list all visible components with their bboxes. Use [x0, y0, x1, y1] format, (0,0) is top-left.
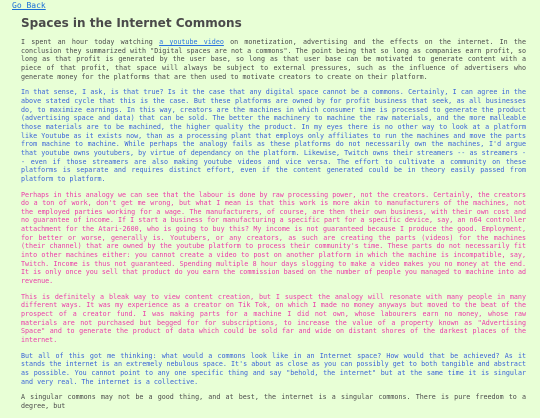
go-back-link[interactable]: Go Back [12, 1, 46, 10]
paragraph-1 [21, 38, 526, 81]
paragraph-6: A singular commons may not be a good thing, and at best, the internet is a singular commons. There is pure freedom to a degree, but [21, 393, 526, 410]
paragraph-1-rest: on monetization, advertising and the effects on the internet. In the conclusion they summarized with "Digital spaces are not a commons". The point being that so long as companies earn profit, so long as that profit is generated by the user base, so long as that user base can be motivated to generate content with a piece of that profit, that space will always be subject to external pressures, such as the influence of advertisers who generate money for the platforms that are then used to motivate creators to create on their platform. [21, 38, 526, 81]
paragraph-5: But all of this got me thinking: what would a commons look like in an Internet space? How would that be achieved? As it stands the internet is an extremely nebulous space. It's about as close as you can possibly get to both tangible and abstract as possible. You cannot point to any one specific thing and say "behold, the internet" but at the same time it is singular and very real. The internet is a collective. [21, 351, 526, 386]
paragraph-1-intro: I spent an hour today watching [21, 38, 160, 46]
paragraph-2: In that sense, I ask, is that true? Is it the case that any digital space cannot be a commons. Certainly, I can agree in the above stated cycle that this is the case. But these platforms are owned by for profit business that seek, as all businesses do, to maximize earnings. In this way, creators are the machines in which consumer time is processed to generate the product (advertising space and data) that can be sold. The better the machinery to machine the raw materials, and the more malleable those materials are to be machined, the higher quality the product. In my eyes there is no other way to look at a platform like Youtube as it exists now, than as a processing plant that employs only affiliates to run the machines and move the parts from machine to machine. While perhaps the analogy fails as these platforms do not necessarily own the machines, I'd argue that youtube owns youtubers, by virtue of dependancy on the platform. Likewise, Twitch owns their streamers -- as streamers -- even if those streamers are also making youtube videos and vice versa. The effort to cultivate a community on these platforms is separate and requires distinct effort, even if the content generated could be in theory easily passed from platform to platform. [21, 88, 526, 183]
youtube-video-link[interactable]: a youtube video [159, 38, 224, 46]
article-body [21, 38, 526, 418]
paragraph-3: Perhaps in this analogy we can see that the labour is done by raw processing power, not the creators. Certainly, the creators do a ton of work, don't get me wrong, but what I mean is that this work is more akin to manufacturers of the machines, not the employed parties working for a wage. The manufacturers, of course, are then their own business, with their own cost and no guarantee of income. If I start a business for manufacturing a specific part for a specific device, say, an n64 controller attachment for the Atari-2600, who is going to buy this? My income is not guaranteed because I produce the good. Employment, for better or worse, generally is. Youtubers, or any creators, as such are creating the parts (videos) for the machines (their channel) that are owned by the youtube platform to process their community's time. These parts do not necessarily fit into other machines either: you cannot create a video to post on another platform in which the machine is incompatible, say, Twitch. Income is thus not guaranteed. Spending multiple 8 hour days slogging to make a video makes you no money at the end. It is only once you sell that product do you earn the commission based on the number of people you managed to machine into ad revenue. [21, 190, 526, 286]
paragraph-4: This is definitely a bleak way to view content creation, but I suspect the analogy will resonate with many people in many different ways. It was my experience as a creator on Tik Tok, on which I made no money anyways but moved to the beat of the prospect of a creator fund. I was making parts for a machine I did not own, whose labourers earn no money, whose raw materials are not purchased but begged for for subscriptions, to increase the value of a property known as "Advertising Space" and to generate the product of data which could be sold far and wide on distant shores of the darkest places of the internet. [21, 292, 526, 344]
page-title: Spaces in the Internet Commons [21, 16, 242, 30]
